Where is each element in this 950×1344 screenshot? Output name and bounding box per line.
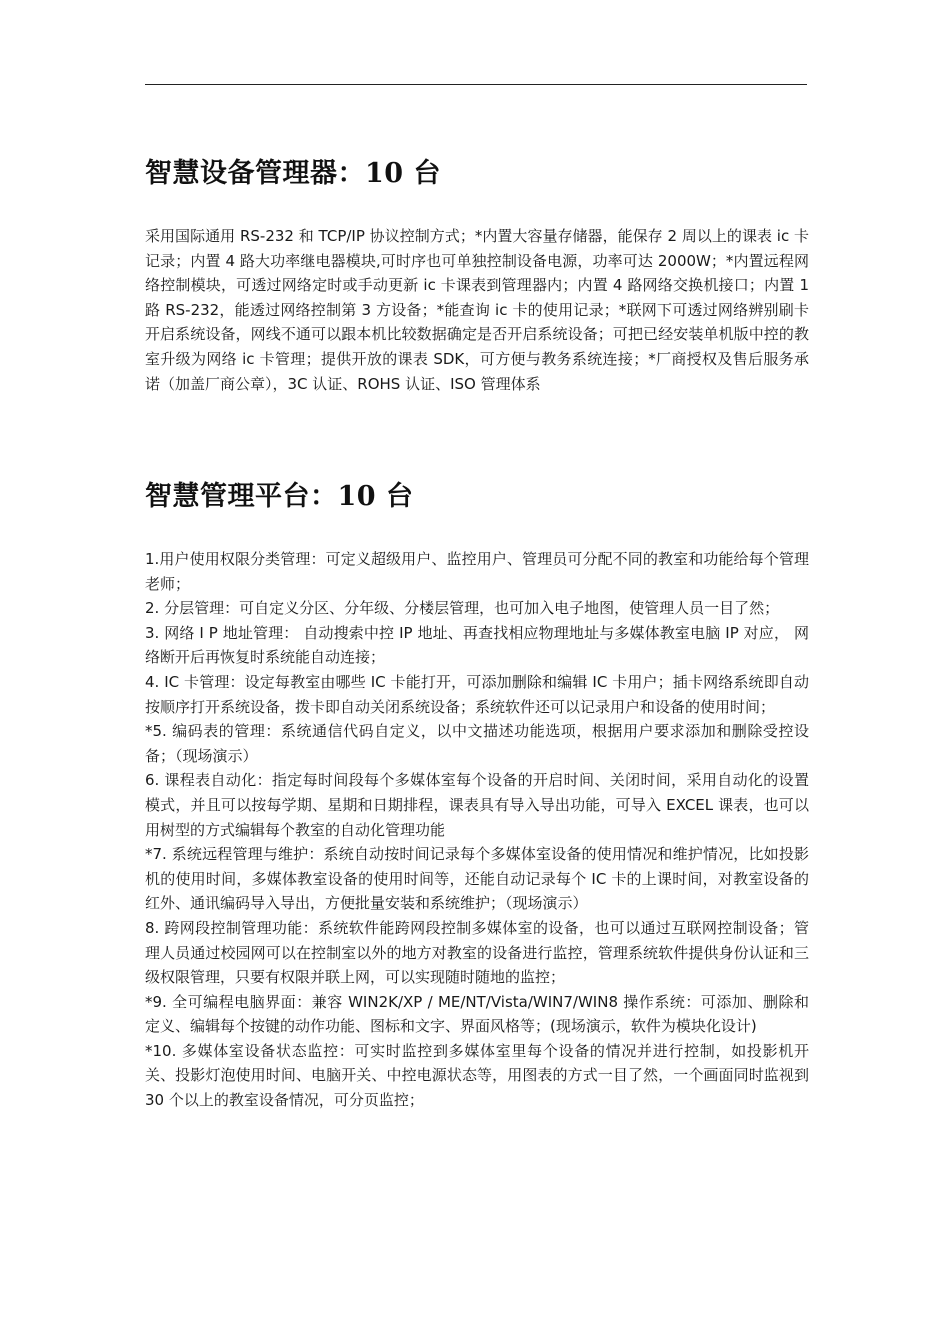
list-item: 8. 跨网段控制管理功能：系统软件能跨网段控制多媒体室的设备，也可以通过互联网控制设备；管理人员通过校园网可以在控制室以外的地方对教室的设备进行监控，管理系统软件提供身份认证和三级权限管理，只要有权限并联上网，可以实现随时随地的监控； bbox=[145, 918, 809, 987]
header-rule bbox=[145, 84, 807, 85]
list-item: 2. 分层管理：可自定义分区、分年级、分楼层管理，也可加入电子地图，使管理人员一目了然； bbox=[145, 599, 780, 618]
list-item: 1.用户使用权限分类管理：可定义超级用户、监控用户、管理员可分配不同的教室和功能给每个管理老师； bbox=[145, 550, 809, 593]
list-item: *7. 系统远程管理与维护：系统自动按时间记录每个多媒体室设备的使用情况和维护情况，比如投影机的使用时间，多媒体教室设备的使用时间等，还能自动记录每个 IC 卡的上课时间，对教室设备的红外、通讯编码导入导出，方便批量安装和系统维护；（现场演示） bbox=[145, 845, 809, 913]
list-item: *5. 编码表的管理：系统通信代码自定义，以中文描述功能选项，根据用户要求添加和删除受控设备；（现场演示） bbox=[145, 722, 809, 765]
platform-feature-list bbox=[145, 547, 809, 1113]
device-manager-description: 采用国际通用 RS-232 和 TCP/IP 协议控制方式；*内置大容量存储器，能保存 2 周以上的课表 ic 卡记录；内置 4 路大功率继电器模块,可时序也可单独控制设备电源，功率可达 2000W；*内置远程网络控制模块，可透过网络定时或手动更新 ic 卡课表到管理器内；内置 4 路网络交换机接口；内置 1 路 RS-232，能透过网络控制第 3 方设备；*能查询 ic 卡的使用记录；*联网下可透过网络辨别刷卡开启系统设备，网线不通可以跟本机比较数据确定是否开启系统设备；可把已经安装单机版中控的教室升级为网络 ic 卡管理；提供开放的课表 SDK，可方便与教务系统连接；*厂商授权及售后服务承诺（加盖厂商公章），3C 认证、ROHS 认证、ISO 管理体系 bbox=[145, 227, 809, 393]
section-heading-device-manager: 智慧设备管理器：10 台 bbox=[145, 158, 441, 189]
list-item: *9. 全可编程电脑界面：兼容 WIN2K/XP / ME/NT/Vista/WIN7/WIN8 操作系统：可添加、删除和定义、编辑每个按键的动作功能、图标和文字、界面风格等；(现场演示，软件为模块化设计) bbox=[145, 992, 809, 1036]
list-item: 6. 课程表自动化：指定每时间段每个多媒体室每个设备的开启时间、关闭时间，采用自动化的设置模式，并且可以按每学期、星期和日期排程，课表具有导入导出功能，可导入 EXCEL 课表，也可以用树型的方式编辑每个教室的自动化管理功能 bbox=[145, 771, 809, 839]
list-item: 3. 网络 I P 地址管理： 自动搜索中控 IP 地址、再查找相应物理地址与多媒体教室电脑 IP 对应， 网络断开后再恢复时系统能自动连接； bbox=[145, 623, 809, 667]
section-heading-management-platform: 智慧管理平台：10 台 bbox=[145, 481, 414, 512]
list-item: *10. 多媒体室设备状态监控：可实时监控到多媒体室里每个设备的情况并进行控制，如投影机开关、投影灯泡使用时间、电脑开关、中控电源状态等，用图表的方式一目了然，一个画面同时监视到 30 个以上的教室设备情况，可分页监控； bbox=[145, 1041, 809, 1110]
list-item: 4. IC 卡管理：设定每教室由哪些 IC 卡能打开，可添加删除和编辑 IC 卡用户；插卡网络系统即自动按顺序打开系统设备，拨卡即自动关闭系统设备；系统软件还可以记录用户和设备的使用时间； bbox=[145, 672, 809, 716]
